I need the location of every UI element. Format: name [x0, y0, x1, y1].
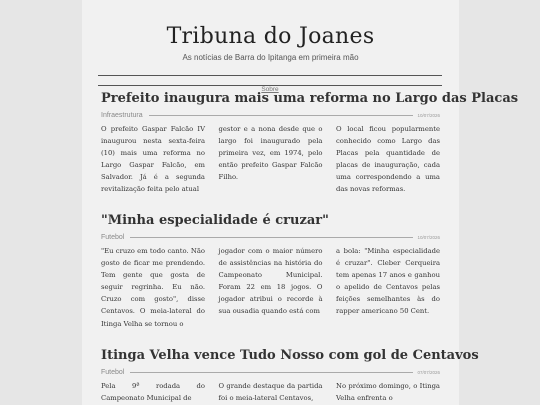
article-date: 10/07/2026: [417, 234, 440, 240]
article-column: jogador com o maior número de assistências na história do Campeonato Municipal. Foram 22 em 18 jogos. O jogador atribui o recorde à sua ousadia quando está com: [218, 247, 323, 316]
article-meta: [101, 110, 440, 120]
article-headline[interactable]: Itinga Velha vence Tudo Nosso com gol de Centavos: [101, 348, 479, 363]
divider: [130, 237, 413, 238]
page: [82, 0, 519, 405]
article: [101, 91, 519, 196]
article-category[interactable]: Futebol: [101, 368, 125, 376]
article-headline[interactable]: "Minha especialidade é cruzar": [101, 213, 329, 228]
site-title[interactable]: Tribuna do Joanes: [166, 24, 375, 49]
article-column: No próximo domingo, o Itinga Velha enfrenta o: [336, 382, 440, 403]
article-meta: [101, 232, 440, 242]
article-column: O local ficou popularmente conhecido como Largo das Placas pela quantidade de placas de inauguração, cada uma correspondendo a uma das novas reformas.: [336, 125, 440, 194]
article-column: "Eu cruzo em todo canto. Não gosto de ficar me prendendo. Tem gente que gosta de seguir regrinha. Eu não. Cruzo com gosto", disse Centavos. O meia-lateral do Itinga Velha se tornou o: [101, 247, 205, 328]
masthead: [82, 0, 459, 62]
article-column: a bola: "Minha especialidade é cruzar". Cleber Cerqueira tem apenas 17 anos e ganhou o apelido de Centavos pelas feições semelhantes às do rapper americano 50 Cent.: [336, 247, 440, 316]
nav-link-sobre[interactable]: Sobre: [261, 86, 279, 93]
main-nav: [98, 75, 442, 93]
article-column: O grande destaque da partida foi o meia-lateral Centavos,: [218, 382, 323, 403]
article-body: [101, 245, 440, 330]
article-body: [101, 123, 440, 196]
article: [101, 213, 440, 330]
divider: [149, 115, 414, 116]
article-date: 10/07/2026: [417, 112, 440, 118]
article-column: gestor e a nona desde que o largo foi inaugurado pela primeira vez, em 1974, pelo então prefeito Gaspar Falcão Filho.: [218, 125, 323, 182]
article-column: Pela 9ª rodada do Campeonato Municipal de: [101, 382, 205, 403]
article-headline[interactable]: Prefeito inaugura mais uma reforma no Largo das Placas: [101, 91, 519, 106]
divider: [130, 372, 413, 373]
article: [101, 348, 479, 404]
article-body: [101, 380, 440, 404]
article-column: O prefeito Gaspar Falcão IV inaugurou nesta sexta-feira (10) mais uma reforma no Largo Gaspar Falcão, em Salvador. Já é a segunda revitalização feita pelo atual: [101, 125, 205, 194]
site-tagline: As notícias de Barra do Ipitanga em primeira mão: [182, 53, 359, 62]
article-category[interactable]: Infraestrutura: [101, 111, 143, 119]
article-category[interactable]: Futebol: [101, 233, 125, 241]
article-date: 07/07/2026: [417, 369, 440, 375]
article-meta: [101, 367, 440, 377]
